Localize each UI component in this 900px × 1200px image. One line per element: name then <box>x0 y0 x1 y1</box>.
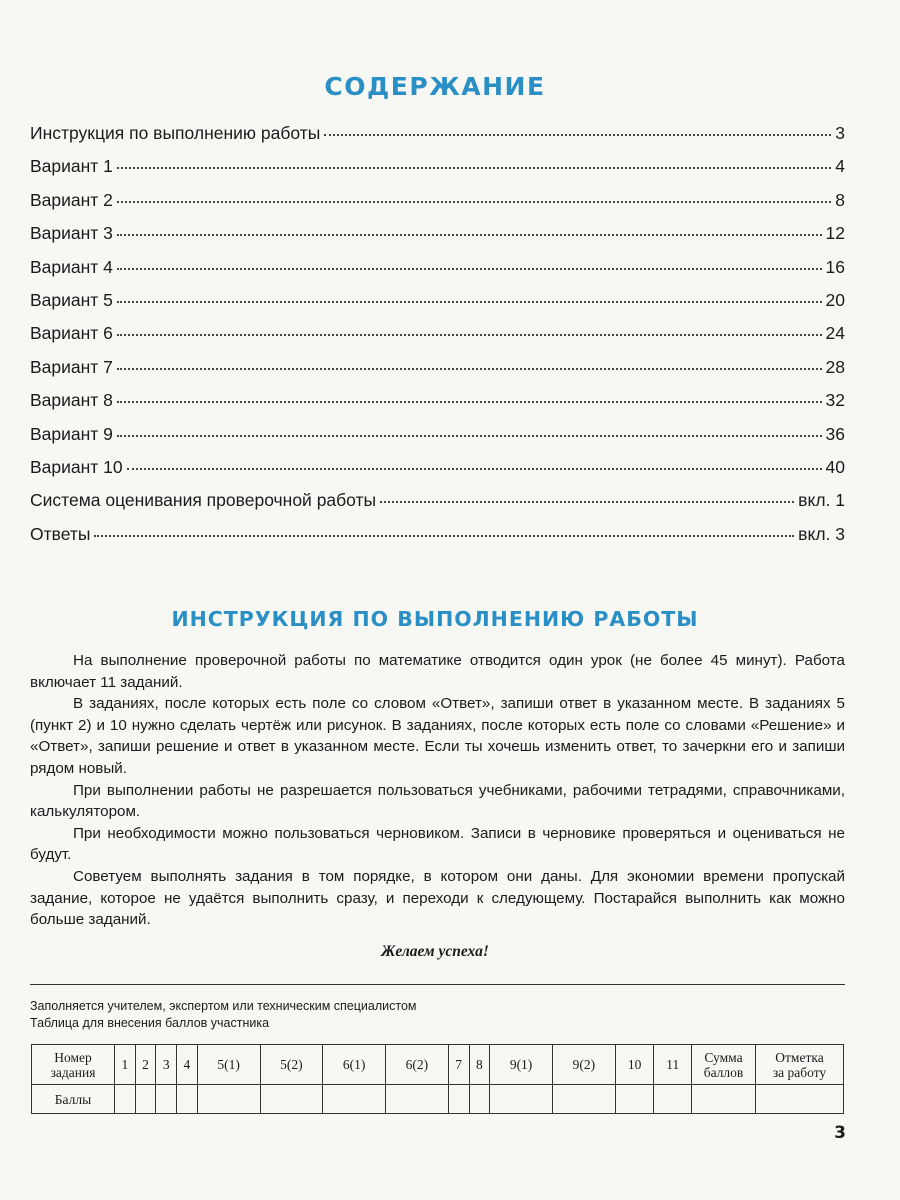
toc-entry-page: 20 <box>825 289 845 310</box>
toc-entry-title: Вариант 10 <box>30 456 123 477</box>
score-cell[interactable] <box>615 1085 654 1114</box>
instruction-paragraph: Советуем выполнять задания в том порядке, в котором они даны. Для экономии времени пропускай задание, которое не удаётся выполнить сразу, и переходи к следующему. Постарайся выполнить как можно больше заданий. <box>30 867 845 929</box>
toc-entry-title: Вариант 3 <box>30 223 113 244</box>
toc-entry[interactable] <box>30 251 845 284</box>
instruction-paragraph: В заданиях, после которых есть поле со словом «Ответ», запиши ответ в указанном месте. В заданиях 5 (пункт 2) и 10 нужно сделать чертёж или рисунок. В заданиях, после которых есть поле со словами «Решение» и «Ответ», запиши решение и ответ в указанном месте. Если ты хочешь изменить ответ, то зачеркни его и запиши рядом новый. <box>30 695 845 777</box>
table-of-contents <box>30 117 845 551</box>
dot-leader <box>117 201 831 203</box>
toc-entry[interactable] <box>30 484 845 517</box>
score-cell[interactable] <box>115 1085 136 1114</box>
toc-entry[interactable] <box>30 117 845 150</box>
toc-entry-page: 3 <box>835 123 845 143</box>
toc-entry-title: Вариант 9 <box>30 423 113 444</box>
dot-leader <box>117 368 822 370</box>
dot-leader <box>380 501 794 503</box>
score-cell[interactable] <box>260 1085 323 1114</box>
toc-entry[interactable] <box>30 184 845 217</box>
score-cell[interactable] <box>469 1085 490 1114</box>
table-caption: Таблица для внесения баллов участника <box>30 1016 270 1030</box>
total-score-header <box>692 1045 756 1085</box>
toc-entry[interactable] <box>30 451 845 484</box>
toc-entry-title: Вариант 6 <box>30 323 113 344</box>
score-cell[interactable] <box>135 1085 156 1114</box>
score-cell[interactable] <box>177 1085 198 1114</box>
dot-leader <box>117 435 822 437</box>
instruction-paragraph: При выполнении работы не разрешается пользоваться учебниками, рабочими тетрадями, справочниками, калькулятором. <box>30 781 845 821</box>
dot-leader <box>117 334 822 336</box>
task-number-cell: 10 <box>615 1045 654 1085</box>
dot-leader <box>324 134 831 136</box>
score-cell[interactable] <box>490 1085 553 1114</box>
toc-entry-page: 24 <box>825 323 845 344</box>
toc-entry-title: Вариант 4 <box>30 256 113 277</box>
dot-leader <box>117 268 822 270</box>
toc-entry[interactable] <box>30 418 845 451</box>
task-number-cell: 9(1) <box>490 1045 553 1085</box>
task-number-cell: 6(2) <box>386 1045 449 1085</box>
task-number-cell: 6(1) <box>323 1045 386 1085</box>
instruction-heading: ИНСТРУКЦИЯ ПО ВЫПОЛНЕНИЮ РАБОТЫ <box>171 607 699 631</box>
toc-entry[interactable] <box>30 384 845 417</box>
toc-entry[interactable] <box>30 518 845 551</box>
points-label: Баллы <box>32 1085 115 1114</box>
score-cell[interactable] <box>386 1085 449 1114</box>
toc-entry-title: Инструкция по выполнению работы <box>30 123 321 143</box>
toc-entry-title: Вариант 7 <box>30 356 113 377</box>
good-luck-wish: Желаем успеха! <box>381 943 489 960</box>
dot-leader <box>117 401 822 403</box>
toc-entry[interactable] <box>30 317 845 350</box>
score-table-header-row <box>32 1045 844 1085</box>
toc-entry-page: вкл. 3 <box>798 523 845 544</box>
toc-entry-title: Вариант 2 <box>30 189 113 210</box>
toc-entry-page: 36 <box>825 423 845 444</box>
grade-header-line: Отметка <box>775 1049 824 1065</box>
grade-header-line: за работу <box>772 1064 827 1080</box>
score-cell[interactable] <box>156 1085 177 1114</box>
score-cell[interactable] <box>448 1085 469 1114</box>
toc-entry-page: 16 <box>825 256 845 277</box>
toc-entry-page: 4 <box>835 156 845 177</box>
instruction-paragraph: При необходимости можно пользоваться черновиком. Записи в черновике проверяться и оцениваться не будут. <box>30 824 845 864</box>
task-number-cell: 5(2) <box>260 1045 323 1085</box>
score-table <box>31 1044 844 1114</box>
toc-entry-page: 8 <box>835 189 845 210</box>
toc-entry-page: 40 <box>825 456 845 477</box>
task-number-cell: 3 <box>156 1045 177 1085</box>
dot-leader <box>117 234 822 236</box>
toc-entry-title: Система оценивания проверочной работы <box>30 490 377 511</box>
page-number: 3 <box>834 1123 846 1143</box>
toc-entry-title: Ответы <box>30 523 91 544</box>
score-cell[interactable] <box>654 1085 692 1114</box>
task-number-cell: 9(2) <box>552 1045 615 1085</box>
teacher-note: Заполняется учителем, экспертом или техническим специалистом <box>30 999 417 1013</box>
task-number-cell: 4 <box>177 1045 198 1085</box>
toc-entry-title: Вариант 8 <box>30 390 113 411</box>
task-number-cell: 7 <box>448 1045 469 1085</box>
dot-leader <box>117 167 831 169</box>
toc-entry[interactable] <box>30 150 845 183</box>
total-score-header-line: Сумма <box>704 1049 743 1065</box>
score-cell[interactable] <box>552 1085 615 1114</box>
toc-entry-title: Вариант 1 <box>30 156 113 177</box>
score-table-points-row <box>32 1085 844 1114</box>
instruction-paragraph: На выполнение проверочной работы по математике отводится один урок (не более 45 минут). Работа включает 11 заданий. <box>30 652 845 691</box>
grade-cell[interactable] <box>756 1085 844 1114</box>
toc-entry-page: 32 <box>825 390 845 411</box>
task-number-label-line: задания <box>50 1064 96 1080</box>
divider <box>30 984 845 985</box>
score-cell[interactable] <box>197 1085 260 1114</box>
score-cell[interactable] <box>323 1085 386 1114</box>
task-number-cell: 8 <box>469 1045 490 1085</box>
task-number-label-line: Номер <box>54 1049 92 1065</box>
total-score-cell[interactable] <box>692 1085 756 1114</box>
task-number-cell: 5(1) <box>197 1045 260 1085</box>
dot-leader <box>117 301 822 303</box>
dot-leader <box>127 468 822 470</box>
toc-entry[interactable] <box>30 284 845 317</box>
toc-entry-page: 28 <box>825 356 845 377</box>
dot-leader <box>94 535 794 537</box>
contents-heading: СОДЕРЖАНИЕ <box>324 72 546 101</box>
toc-entry-page: вкл. 1 <box>798 490 845 511</box>
task-number-cell: 2 <box>135 1045 156 1085</box>
grade-header <box>756 1045 844 1085</box>
task-number-cell: 1 <box>115 1045 136 1085</box>
total-score-header-line: баллов <box>703 1064 744 1080</box>
toc-entry[interactable] <box>30 351 845 384</box>
toc-entry-page: 12 <box>825 223 845 244</box>
task-number-label <box>32 1045 115 1085</box>
toc-entry[interactable] <box>30 217 845 250</box>
toc-entry-title: Вариант 5 <box>30 289 113 310</box>
task-number-cell: 11 <box>654 1045 692 1085</box>
instruction-text <box>30 650 845 931</box>
